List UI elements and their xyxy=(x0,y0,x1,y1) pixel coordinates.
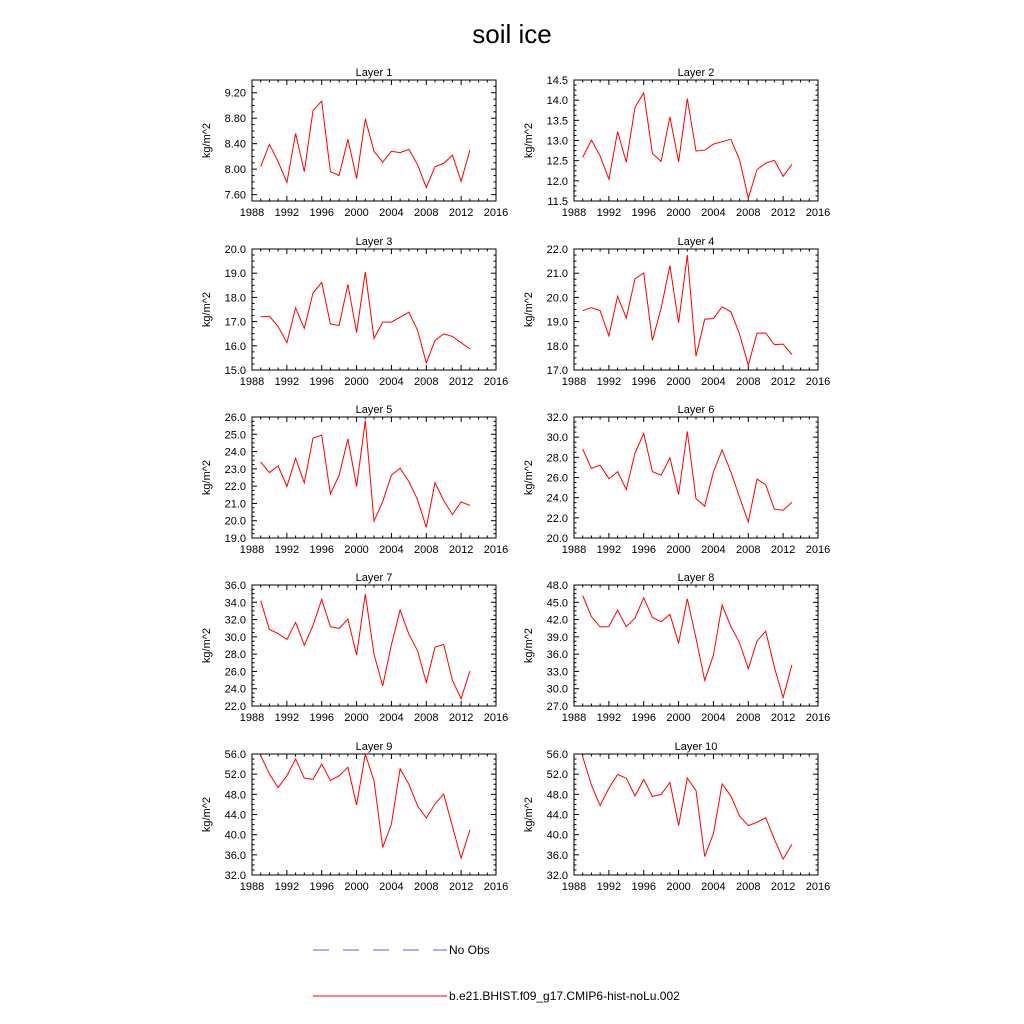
y-tick-label: 28.0 xyxy=(224,649,246,662)
x-tick-label: 1988 xyxy=(561,881,587,893)
y-tick-label: 32.0 xyxy=(546,870,568,882)
series-line xyxy=(583,93,792,198)
y-tick-label: 19.0 xyxy=(546,316,568,329)
figure-title: soil ice xyxy=(472,19,552,49)
x-tick-label: 2004 xyxy=(379,712,404,724)
x-tick-label: 1992 xyxy=(596,544,622,556)
y-tick-label: 8.80 xyxy=(224,113,246,126)
x-tick-label: 1988 xyxy=(239,544,265,556)
y-tick-label: 39.0 xyxy=(546,631,568,644)
x-tick-label: 2000 xyxy=(666,376,691,388)
x-tick-label: 1988 xyxy=(239,881,265,893)
y-axis-label: kg/m^2 xyxy=(523,796,535,833)
x-tick-label: 2008 xyxy=(736,881,761,893)
y-axis-label: kg/m^2 xyxy=(523,122,535,159)
y-tick-label: 32.0 xyxy=(224,614,246,627)
x-tick-label: 1992 xyxy=(274,712,300,724)
y-tick-label: 22.0 xyxy=(224,481,246,494)
x-tick-label: 1992 xyxy=(274,376,300,388)
x-tick-label: 2004 xyxy=(701,207,726,219)
panel-layer-8 xyxy=(523,572,830,724)
y-tick-label: 20.0 xyxy=(224,515,246,528)
panel-title: Layer 8 xyxy=(677,572,715,584)
x-tick-label: 2016 xyxy=(805,881,831,893)
x-tick-label: 1992 xyxy=(596,712,622,724)
y-tick-label: 34.0 xyxy=(224,597,246,610)
y-tick-label: 26.0 xyxy=(546,472,568,485)
x-tick-label: 1992 xyxy=(274,207,300,219)
series-line xyxy=(583,255,792,365)
x-tick-label: 2008 xyxy=(736,544,761,556)
panel-grid xyxy=(201,67,830,893)
plot-frame xyxy=(574,585,818,706)
series-line xyxy=(583,596,792,698)
x-tick-label: 1996 xyxy=(631,881,656,893)
y-tick-label: 48.0 xyxy=(546,789,568,802)
y-axis-label: kg/m^2 xyxy=(201,122,213,159)
y-tick-label: 27.0 xyxy=(546,701,568,713)
series-line xyxy=(261,594,470,699)
plot-frame xyxy=(252,249,496,370)
x-tick-label: 1992 xyxy=(596,207,622,219)
x-tick-label: 2016 xyxy=(805,207,831,219)
x-tick-label: 2008 xyxy=(414,881,439,893)
x-tick-label: 2008 xyxy=(736,712,761,724)
y-tick-label: 22.0 xyxy=(224,701,246,713)
x-tick-label: 1988 xyxy=(239,207,265,219)
x-tick-label: 1996 xyxy=(309,712,334,724)
x-tick-label: 2004 xyxy=(379,544,404,556)
y-tick-label: 36.0 xyxy=(224,580,246,592)
panel-title: Layer 7 xyxy=(355,572,393,584)
x-tick-label: 2012 xyxy=(448,712,474,724)
y-tick-label: 13.0 xyxy=(546,135,568,148)
y-tick-label: 40.0 xyxy=(224,829,246,842)
x-tick-label: 2016 xyxy=(805,544,831,556)
y-tick-label: 56.0 xyxy=(546,749,568,761)
panel-title: Layer 10 xyxy=(674,741,718,753)
x-tick-label: 2000 xyxy=(344,712,369,724)
y-tick-label: 25.0 xyxy=(224,429,246,442)
x-tick-label: 2008 xyxy=(736,376,761,388)
x-tick-label: 1992 xyxy=(274,544,300,556)
x-tick-label: 2016 xyxy=(483,207,509,219)
x-tick-label: 2012 xyxy=(770,376,796,388)
y-tick-label: 32.0 xyxy=(546,412,568,424)
x-tick-label: 1992 xyxy=(274,881,300,893)
y-tick-label: 21.0 xyxy=(224,498,246,511)
x-tick-label: 2012 xyxy=(448,881,474,893)
panel-title: Layer 3 xyxy=(355,236,393,248)
y-tick-label: 15.0 xyxy=(224,365,246,377)
y-axis-label: kg/m^2 xyxy=(523,291,535,328)
y-tick-label: 48.0 xyxy=(224,789,246,802)
y-tick-label: 22.0 xyxy=(546,512,568,525)
panel-layer-4 xyxy=(523,236,830,388)
y-tick-label: 23.0 xyxy=(224,463,246,476)
x-tick-label: 2008 xyxy=(414,376,439,388)
x-tick-label: 1996 xyxy=(631,376,656,388)
y-tick-label: 18.0 xyxy=(546,340,568,353)
x-tick-label: 2016 xyxy=(483,376,509,388)
legend-label-no-obs: No Obs xyxy=(449,943,490,957)
x-tick-label: 1996 xyxy=(631,712,656,724)
y-tick-label: 30.0 xyxy=(546,683,568,696)
panel-title: Layer 2 xyxy=(677,67,715,79)
x-tick-label: 2016 xyxy=(805,712,831,724)
legend xyxy=(313,943,680,1003)
series-line xyxy=(583,757,792,860)
y-tick-label: 32.0 xyxy=(224,870,246,882)
panel-layer-1 xyxy=(201,67,508,219)
y-tick-label: 20.0 xyxy=(546,292,568,305)
y-tick-label: 48.0 xyxy=(546,580,568,592)
x-tick-label: 2016 xyxy=(805,376,831,388)
y-tick-label: 12.0 xyxy=(546,175,568,188)
y-tick-label: 36.0 xyxy=(546,649,568,662)
y-tick-label: 56.0 xyxy=(224,749,246,761)
y-tick-label: 21.0 xyxy=(546,268,568,281)
y-tick-label: 19.0 xyxy=(224,268,246,281)
x-tick-label: 1988 xyxy=(561,544,587,556)
plot-frame xyxy=(574,80,818,201)
x-tick-label: 2012 xyxy=(770,881,796,893)
x-tick-label: 1988 xyxy=(239,376,265,388)
y-tick-label: 36.0 xyxy=(224,849,246,862)
x-tick-label: 2000 xyxy=(344,544,369,556)
legend-label-model-run: b.e21.BHIST.f09_g17.CMIP6-hist-noLu.002 xyxy=(449,989,680,1003)
y-tick-label: 8.00 xyxy=(224,164,246,177)
plot-frame xyxy=(252,585,496,706)
plot-frame xyxy=(574,754,818,875)
x-tick-label: 2000 xyxy=(344,376,369,388)
y-tick-label: 36.0 xyxy=(546,849,568,862)
x-tick-label: 2004 xyxy=(701,376,726,388)
x-tick-label: 1992 xyxy=(596,881,622,893)
plot-frame xyxy=(252,80,496,201)
y-tick-label: 30.0 xyxy=(224,631,246,644)
x-tick-label: 2008 xyxy=(414,544,439,556)
y-axis-label: kg/m^2 xyxy=(201,627,213,664)
x-tick-label: 2000 xyxy=(344,207,369,219)
x-tick-label: 2000 xyxy=(344,881,369,893)
y-tick-label: 20.0 xyxy=(546,533,568,545)
x-tick-label: 2004 xyxy=(701,881,726,893)
y-tick-label: 17.0 xyxy=(224,316,246,329)
y-tick-label: 7.60 xyxy=(224,189,246,202)
panel-title: Layer 4 xyxy=(677,236,715,248)
panel-title: Layer 9 xyxy=(355,741,393,753)
y-tick-label: 11.5 xyxy=(547,196,568,208)
y-tick-label: 52.0 xyxy=(546,769,568,782)
y-tick-label: 20.0 xyxy=(224,244,246,256)
y-tick-label: 16.0 xyxy=(224,340,246,353)
panel-layer-2 xyxy=(523,67,830,219)
y-tick-label: 12.5 xyxy=(546,155,568,168)
x-tick-label: 1996 xyxy=(309,881,334,893)
y-tick-label: 44.0 xyxy=(224,809,246,822)
x-tick-label: 1988 xyxy=(561,376,587,388)
series-line xyxy=(583,431,792,522)
y-axis-label: kg/m^2 xyxy=(201,291,213,328)
panel-layer-7 xyxy=(201,572,508,724)
y-tick-label: 18.0 xyxy=(224,292,246,305)
x-tick-label: 2004 xyxy=(379,207,404,219)
y-tick-label: 24.0 xyxy=(546,492,568,505)
y-tick-label: 30.0 xyxy=(546,432,568,445)
panel-title: Layer 5 xyxy=(355,404,393,416)
y-tick-label: 24.0 xyxy=(224,683,246,696)
panel-title: Layer 6 xyxy=(677,404,715,416)
x-tick-label: 2008 xyxy=(414,712,439,724)
y-tick-label: 9.20 xyxy=(224,87,246,100)
x-tick-label: 2004 xyxy=(701,712,726,724)
panel-layer-10 xyxy=(523,741,830,893)
y-tick-label: 28.0 xyxy=(546,452,568,465)
x-tick-label: 1988 xyxy=(561,207,587,219)
panel-title: Layer 1 xyxy=(355,67,393,79)
x-tick-label: 2016 xyxy=(483,712,509,724)
y-axis-label: kg/m^2 xyxy=(523,627,535,664)
y-axis-label: kg/m^2 xyxy=(201,796,213,833)
y-tick-label: 40.0 xyxy=(546,829,568,842)
y-tick-label: 24.0 xyxy=(224,446,246,459)
panel-layer-6 xyxy=(523,404,830,556)
x-tick-label: 1988 xyxy=(239,712,265,724)
x-tick-label: 2004 xyxy=(379,881,404,893)
y-tick-label: 13.5 xyxy=(546,115,568,128)
y-tick-label: 17.0 xyxy=(546,365,568,377)
y-tick-label: 26.0 xyxy=(224,412,246,424)
series-line xyxy=(261,754,470,858)
x-tick-label: 2012 xyxy=(448,207,474,219)
panel-layer-9 xyxy=(201,741,508,893)
x-tick-label: 1996 xyxy=(631,207,656,219)
y-tick-label: 52.0 xyxy=(224,769,246,782)
panel-layer-5 xyxy=(201,404,508,556)
x-tick-label: 2000 xyxy=(666,881,691,893)
y-tick-label: 19.0 xyxy=(224,533,246,545)
x-tick-label: 2004 xyxy=(701,544,726,556)
x-tick-label: 1996 xyxy=(309,376,334,388)
y-tick-label: 14.0 xyxy=(546,95,568,108)
y-tick-label: 45.0 xyxy=(546,597,568,610)
series-line xyxy=(261,101,470,188)
x-tick-label: 2008 xyxy=(736,207,761,219)
x-tick-label: 1992 xyxy=(596,376,622,388)
x-tick-label: 2000 xyxy=(666,207,691,219)
y-tick-label: 42.0 xyxy=(546,614,568,627)
x-tick-label: 2016 xyxy=(483,881,509,893)
x-tick-label: 1988 xyxy=(561,712,587,724)
x-tick-label: 2012 xyxy=(770,712,796,724)
x-tick-label: 2012 xyxy=(448,544,474,556)
panel-layer-3 xyxy=(201,236,508,388)
y-tick-label: 26.0 xyxy=(224,666,246,679)
x-tick-label: 1996 xyxy=(309,544,334,556)
x-tick-label: 2000 xyxy=(666,712,691,724)
y-axis-label: kg/m^2 xyxy=(523,459,535,496)
series-line xyxy=(261,421,470,528)
x-tick-label: 2000 xyxy=(666,544,691,556)
x-tick-label: 2012 xyxy=(770,544,796,556)
series-line xyxy=(261,272,470,363)
x-tick-label: 2008 xyxy=(414,207,439,219)
x-tick-label: 2012 xyxy=(770,207,796,219)
y-tick-label: 33.0 xyxy=(546,666,568,679)
y-tick-label: 44.0 xyxy=(546,809,568,822)
x-tick-label: 1996 xyxy=(309,207,334,219)
x-tick-label: 2004 xyxy=(379,376,404,388)
x-tick-label: 2012 xyxy=(448,376,474,388)
y-tick-label: 22.0 xyxy=(546,244,568,256)
y-axis-label: kg/m^2 xyxy=(201,459,213,496)
y-tick-label: 8.40 xyxy=(224,138,246,151)
x-tick-label: 2016 xyxy=(483,544,509,556)
x-tick-label: 1996 xyxy=(631,544,656,556)
y-tick-label: 14.5 xyxy=(546,75,568,87)
